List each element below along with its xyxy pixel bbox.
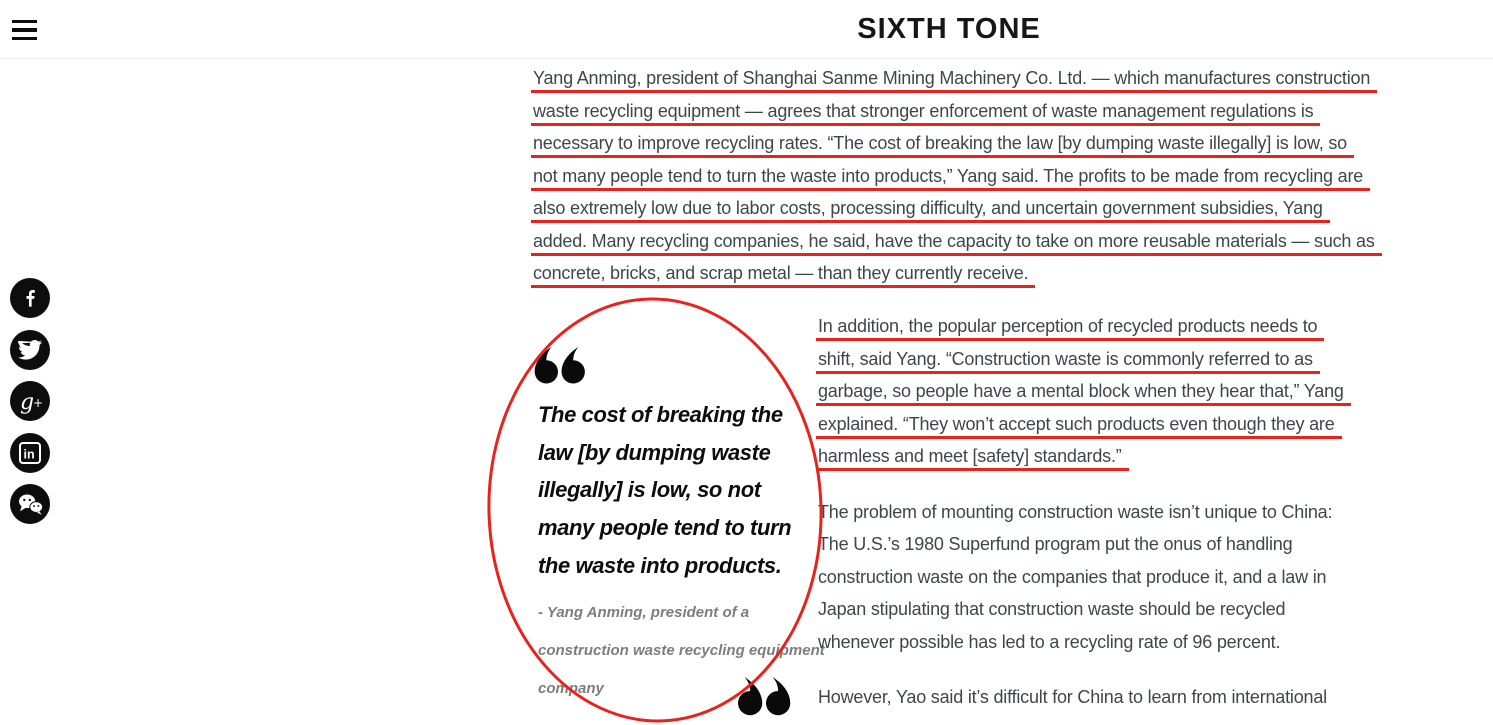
twitter-icon [18, 340, 42, 360]
site-logo: SIXTH TONE [857, 13, 1041, 45]
text-line: - Yang Anming, president of a [538, 603, 750, 621]
googleplus-icon [17, 388, 43, 414]
hamburger-bar [12, 20, 37, 23]
text-line: In addition, the popular perception of recycled products needs to [818, 310, 1317, 343]
text-line: However, Yao said it’s difficult for China to learn from international [818, 687, 1327, 707]
text-line: construction waste on the companies that produce it, and a law in [818, 566, 1327, 587]
text-line: company [538, 679, 604, 697]
article-paragraph-1 [533, 62, 1393, 290]
article-paragraph-3 [818, 496, 1348, 659]
text-line: concrete, bricks, and scrap metal — than they currently receive. [533, 257, 1028, 290]
text-line: Japan stipulating that construction waste should be recycled [818, 599, 1286, 619]
text-line: the waste into products. [538, 552, 782, 578]
googleplus-share-button[interactable] [10, 381, 50, 421]
article-paragraph-2 [818, 310, 1348, 473]
article-body [533, 62, 1393, 707]
text-line: shift, said Yang. “Construction waste is commonly referred to as [818, 343, 1313, 376]
text-line: explained. “They won’t accept such products even though they are [818, 408, 1335, 441]
text-line: illegally] is low, so not [538, 477, 761, 503]
svg-text:g: g [20, 390, 35, 415]
article-right-column [818, 310, 1348, 714]
text-line: garbage, so people have a mental block when they hear that,” Yang [818, 375, 1344, 408]
text-line: whenever possible has led to a recycling rate of 96 percent. [818, 631, 1281, 652]
text-line: law [by dumping waste [538, 439, 771, 465]
linkedin-icon [18, 441, 42, 465]
text-line: The U.S.’s 1980 Superfund program put the onus of handling [818, 534, 1293, 554]
facebook-share-button[interactable] [10, 278, 50, 318]
text-line: The problem of mounting construction waste isn’t unique to China: [818, 501, 1333, 522]
facebook-icon [24, 286, 37, 310]
svg-text:+: + [33, 396, 43, 411]
close-quote-icon [738, 675, 794, 720]
social-share-rail [10, 278, 50, 536]
twitter-share-button[interactable] [10, 330, 50, 370]
hamburger-menu-icon[interactable] [12, 18, 38, 42]
wechat-icon [17, 492, 44, 516]
hamburger-bar [12, 37, 37, 40]
wechat-share-button[interactable] [10, 484, 50, 524]
pull-quote [529, 345, 825, 708]
pull-quote-text [529, 396, 814, 585]
svg-text:in: in [23, 447, 35, 462]
linkedin-share-button[interactable] [10, 433, 50, 473]
text-line: construction waste recycling equipment [538, 641, 825, 659]
header-bar [0, 0, 1493, 59]
text-line: necessary to improve recycling rates. “The cost of breaking the law [by dumping waste illegally] is low, so [533, 127, 1347, 160]
open-quote-icon [531, 345, 585, 388]
text-line: added. Many recycling companies, he said, have the capacity to take on more reusable materials — such as [533, 225, 1375, 258]
text-line: harmless and meet [safety] standards.” [818, 440, 1122, 473]
article-paragraph-4 [818, 681, 1348, 714]
text-line: Yang Anming, president of Shanghai Sanme Mining Machinery Co. Ltd. — which manufactures construction [533, 62, 1370, 95]
text-line: The cost of breaking the [538, 402, 783, 427]
text-line: waste recycling equipment — agrees that stronger enforcement of waste management regulations is [533, 95, 1313, 128]
text-line: not many people tend to turn the waste into products,” Yang said. The profits to be made from recycling are [533, 160, 1363, 193]
text-line: many people tend to turn [538, 515, 792, 541]
hamburger-bar [12, 28, 37, 31]
text-line: also extremely low due to labor costs, processing difficulty, and uncertain government subsidies, Yang [533, 192, 1323, 225]
